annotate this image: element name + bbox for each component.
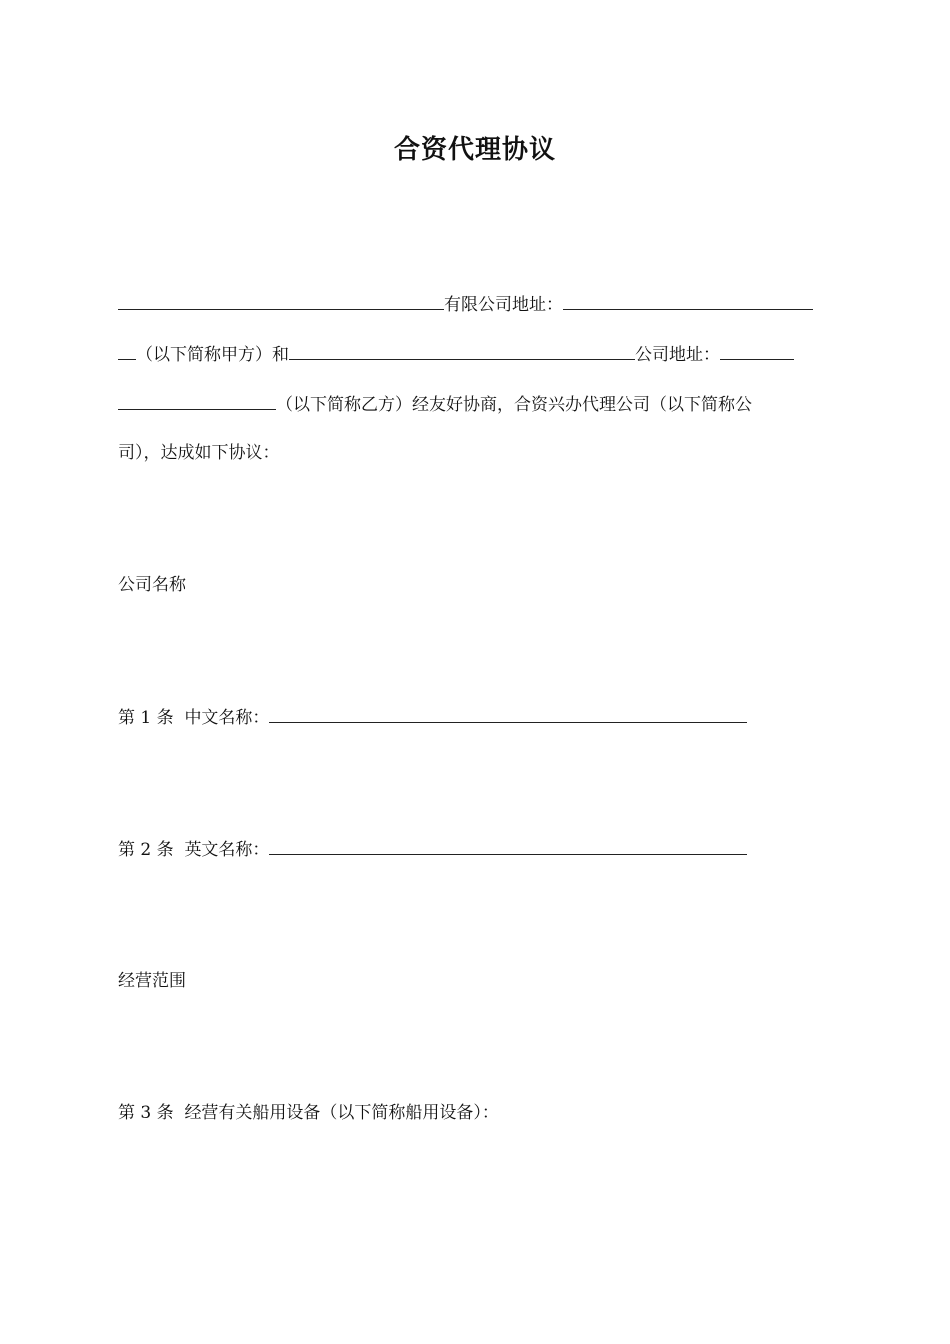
- blank-party-b-address[interactable]: [720, 341, 794, 360]
- section-heading-company-name: 公司名称: [118, 575, 186, 595]
- article-2-text: 英文名称：: [184, 840, 270, 860]
- article-2: [118, 836, 832, 863]
- intro-party-b-note: （以下简称乙方）经友好协商，合资兴办代理公司（以下简称公: [276, 395, 752, 415]
- intro-address-label-a: 有限公司地址：: [444, 295, 563, 315]
- article-3-text: 经营有关船用设备（以下简称船用设备）：: [184, 1103, 499, 1123]
- blank-party-b-address-cont[interactable]: [118, 391, 276, 410]
- section-heading-business-scope: 经营范围: [118, 971, 186, 991]
- article-1: [118, 704, 832, 731]
- blank-chinese-name[interactable]: [269, 704, 747, 723]
- blank-party-b-name[interactable]: [289, 341, 635, 360]
- article-3: [118, 1100, 832, 1126]
- article-1-label: 第 1 条: [118, 708, 174, 728]
- intro-address-label-b: 公司地址：: [635, 345, 720, 365]
- blank-party-a-name[interactable]: [118, 291, 444, 310]
- blank-party-a-address[interactable]: [563, 291, 813, 310]
- intro-line-1: [118, 291, 832, 318]
- article-3-label: 第 3 条: [118, 1103, 174, 1123]
- intro-party-a-note: （以下简称甲方）和: [136, 345, 289, 365]
- article-1-text: 中文名称：: [184, 708, 270, 728]
- blank-english-name[interactable]: [269, 836, 747, 855]
- blank-party-a-address-cont[interactable]: [118, 341, 136, 360]
- document-title: 合资代理协议: [393, 135, 556, 165]
- intro-line-3: [118, 391, 832, 418]
- article-2-label: 第 2 条: [118, 840, 174, 860]
- intro-line-4: 司），达成如下协议：: [118, 443, 280, 463]
- intro-line-2: [118, 341, 832, 368]
